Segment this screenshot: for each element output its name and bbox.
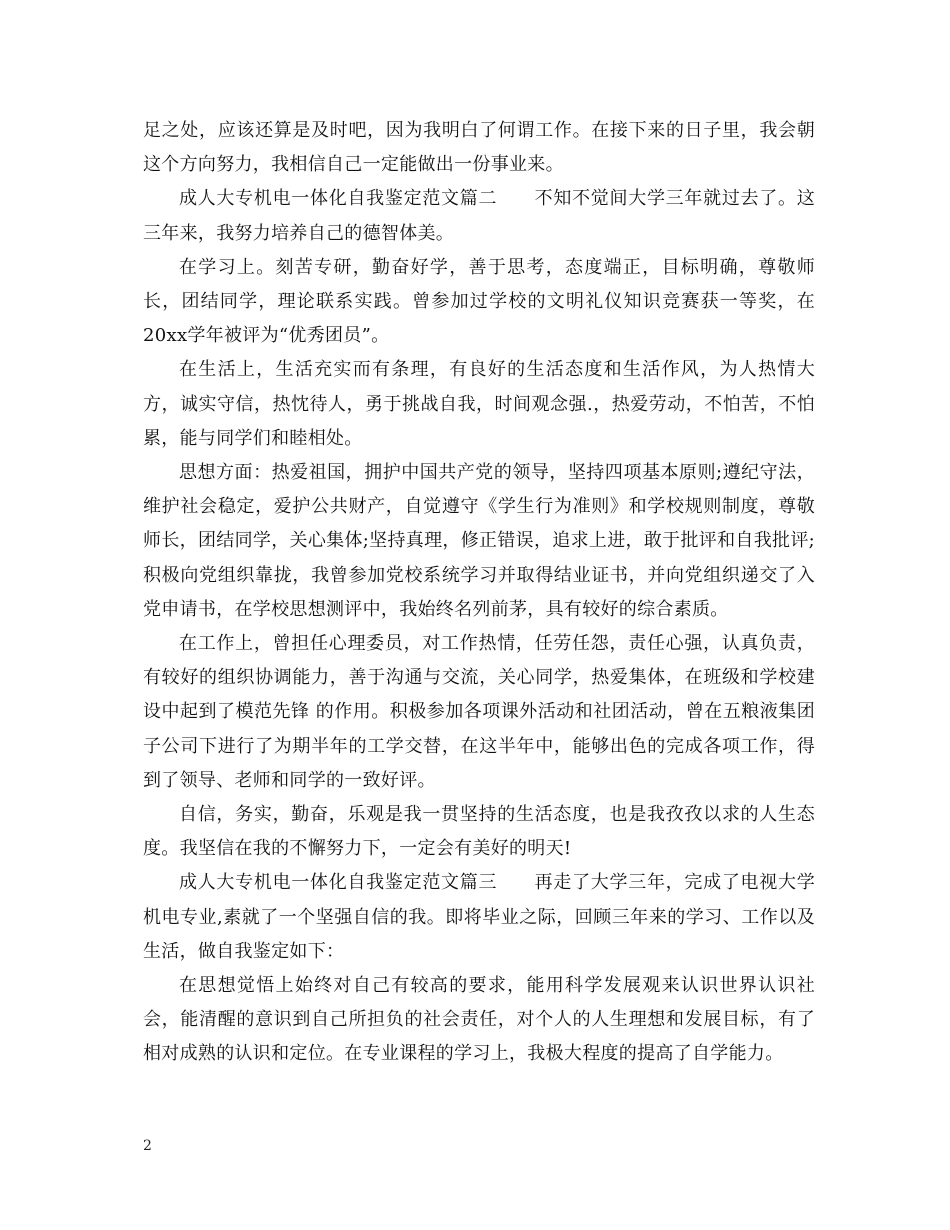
paragraph-life: 在生活上，生活充实而有条理，有良好的生活态度和生活作风，为人热情大方，诚实守信，热忱待人，勇于挑战自我，时间观念强.，热爱劳动，不怕苦，不怕累，能与同学们和睦相处。 bbox=[143, 359, 815, 449]
paragraph-continuation: 足之处，应该还算是及时吧，因为我明白了何谓工作。在接下来的日子里，我会朝这个方向努力，我相信自己一定能做出一份事业来。 bbox=[143, 120, 815, 176]
paragraph-ideology: 在思想觉悟上始终对自己有较高的要求，能用科学发展观来认识世界认识社会，能清醒的意识到自己所担负的社会责任，对个人的人生理想和发展目标，有了相对成熟的认识和定位。在专业课程的学习上，我极大程度的提高了自学能力。 bbox=[143, 975, 815, 1065]
paragraph-work: 在工作上，曾担任心理委员，对工作热情，任劳任怨，责任心强，认真负责，有较好的组织协调能力，善于沟通与交流，关心同学，热爱集体，在班级和学校建设中起到了模范先锋 的作用。积极参加各项课外活动和社团活动，曾在五粮液集团子公司下进行了为期半年的工学交替，在这半年中，能够出色的完成各项工作，得到了领导、老师和同学的一致好评。 bbox=[143, 633, 815, 791]
paragraph-section-two-heading: 成人大专机电一体化自我鉴定范文篇二 不知不觉间大学三年就过去了。这三年来，我努力培养自己的德智体美。 bbox=[143, 188, 815, 244]
paragraph-section-three-heading: 成人大专机电一体化自我鉴定范文篇三 再走了大学三年，完成了电视大学机电专业,素就了一个坚强自信的我。即将毕业之际，回顾三年来的学习、工作以及生活，做自我鉴定如下： bbox=[143, 872, 815, 962]
page-number: 2 bbox=[143, 1138, 152, 1154]
paragraph-study: 在学习上。刻苦专研，勤奋好学，善于思考，态度端正，目标明确，尊敬师长，团结同学，理论联系实践。曾参加过学校的文明礼仪知识竞赛获一等奖，在20xx学年被评为“优秀团员”。 bbox=[143, 256, 815, 347]
document-body bbox=[143, 114, 815, 1072]
paragraph-thought: 思想方面：热爱祖国，拥护中国共产党的领导，坚持四项基本原则;遵纪守法，维护社会稳定，爱护公共财产，自觉遵守《学生行为准则》和学校规则制度，尊敬师长，团结同学，关心集体;坚持真理，修正错误，追求上进，敢于批评和自我批评;积极向党组织靠拢，我曾参加党校系统学习并取得结业证书，并向党组织递交了入党申请书，在学校思想测评中，我始终名列前茅，具有较好的综合素质。 bbox=[143, 462, 815, 620]
paragraph-attitude: 自信，务实，勤奋，乐观是我一贯坚持的生活态度，也是我孜孜以求的人生态度。我坚信在我的不懈努力下，一定会有美好的明天! bbox=[143, 804, 815, 860]
